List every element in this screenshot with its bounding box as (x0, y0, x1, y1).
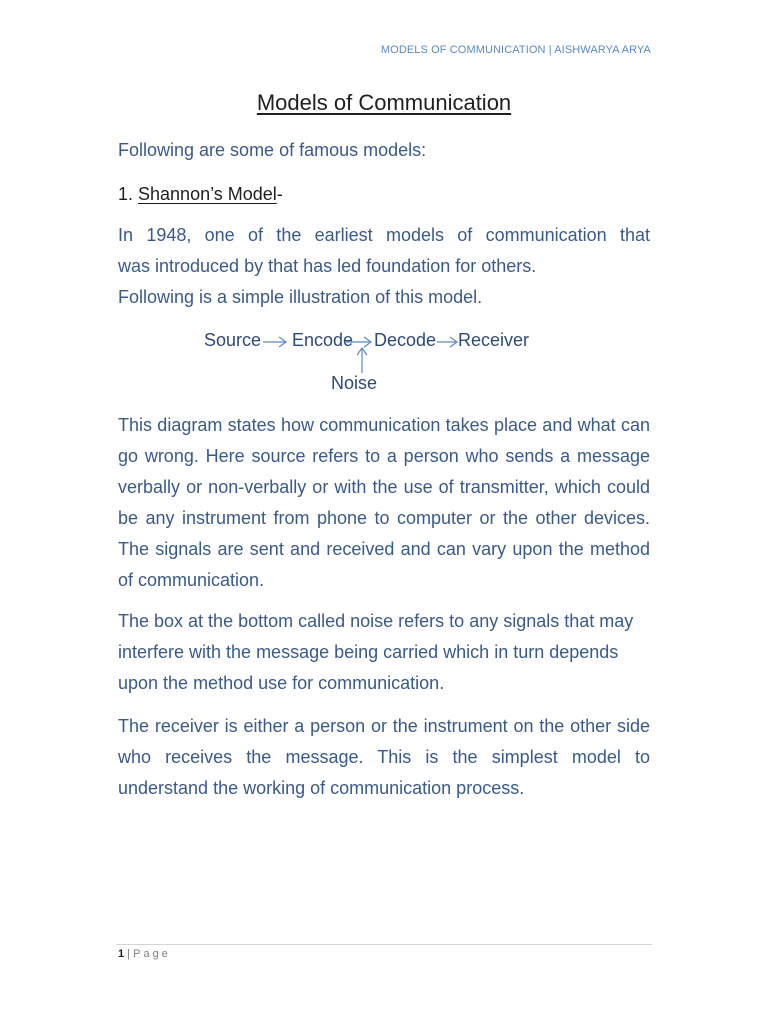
section-name: Shannon’s Model (138, 184, 277, 204)
page-number: 1 (118, 948, 125, 960)
page-footer (118, 948, 171, 960)
shannon-model-diagram (0, 325, 768, 395)
paragraph-line: was introduced by that has led foundation for others. (118, 256, 537, 276)
intro-text: Following are some of famous models: (118, 140, 427, 160)
footer-divider (116, 944, 652, 945)
section-suffix: - (276, 184, 283, 204)
page-title (0, 90, 768, 116)
diagram-node-noise: Noise (331, 373, 378, 393)
diagram-node-receiver: Receiver (458, 330, 530, 350)
paragraph-noise: The box at the bottom called noise refers to any signals that may interfere with the message being carried which in turn depends upon the method use for communication. (118, 611, 634, 693)
diagram-node-encode: Encode (292, 330, 354, 350)
footer-separator: | (124, 948, 134, 960)
paragraph-receiver: The receiver is either a person or the instrument on the other side who receives the message. This is the simplest model to understand the working of communication process. (118, 716, 650, 798)
diagram-node-source: Source (204, 330, 262, 350)
paragraph-diagram-explanation: This diagram states how communication takes place and what can go wrong. Here source refers to a person who sends a message verbally or non-verbally or with the use of transmitter, which could be any instrument from phone to computer or the other devices. The signals are sent and received and can vary upon the method of communication. (118, 415, 650, 590)
diagram-node-decode: Decode (374, 330, 437, 350)
section-heading (118, 180, 283, 208)
paragraph-intro-shannon (118, 220, 650, 313)
section-number: 1. (118, 184, 139, 204)
paragraph-line: In 1948, one of the earliest models of communication that (118, 225, 650, 245)
paragraph-line: Following is a simple illustration of this model. (118, 287, 483, 307)
page-label: Page (133, 948, 171, 960)
page-title-text: Models of Communication (256, 90, 512, 115)
running-header: MODELS OF COMMUNICATION | AISHWARYA ARYA (380, 44, 651, 56)
